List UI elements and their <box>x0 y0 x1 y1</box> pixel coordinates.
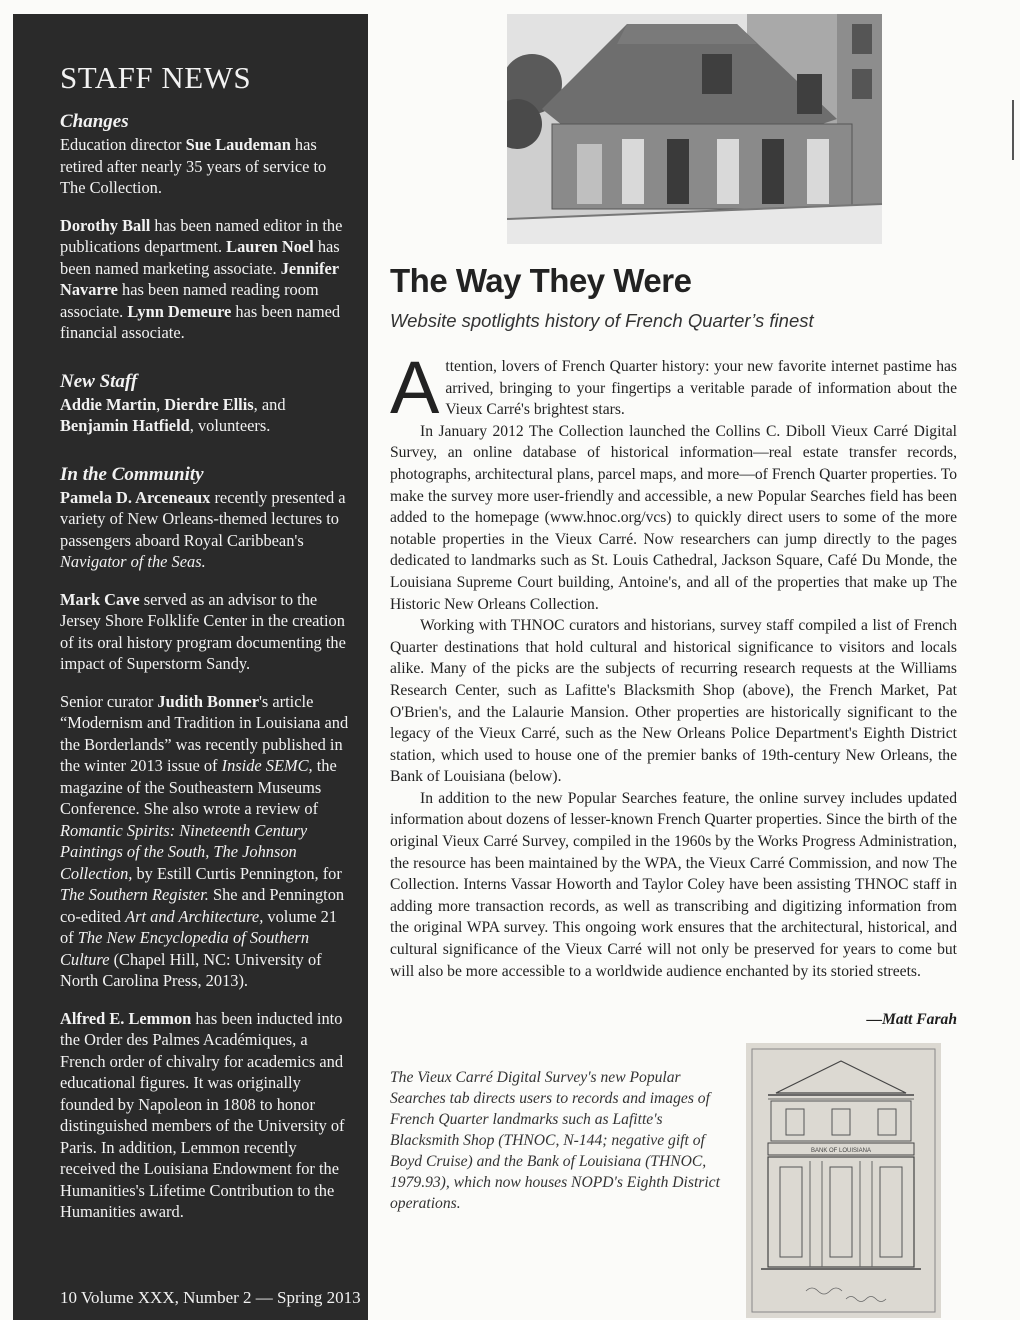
changes-paragraph-2: Dorothy Ball has been named editor in the publications department. Lauren Noel has been named marketing associate. Jennifer Navarre has been named reading room associate. Lynn Demeure has been named financial associate. <box>60 215 343 342</box>
changes-paragraph-1: Education director Sue Laudeman has retired after nearly 35 years of service to The Collection. <box>60 135 327 197</box>
building-photo-image <box>507 14 882 244</box>
staff-news-sidebar <box>13 14 368 1320</box>
community-paragraph-2: Mark Cave served as an advisor to the Jersey Shore Folklife Center in the creation of its oral history program documenting the impact of Superstorm Sandy. <box>60 589 346 673</box>
elevation-drawing-image <box>746 1043 941 1318</box>
community-section <box>60 463 354 1223</box>
article-paragraph-3: Working with THNOC curators and historians, survey staff compiled a list of French Quarter destinations that hold cultural and historical significance to visitors and locals alike. Many of the picks are the subjects of recurring research requests at the Williams Research Center, such as Lafitte's Blacksmith Shop (above), the French Market, Pat O'Brien's, and the Lalaurie Mansion. Other properties are historically significant to the legacy of the Vieux Carré, such as the New Orleans Police Department's Eighth District station, which used to house one of the premier banks of 19th-century New Orleans, the Bank of Louisiana (below). <box>390 617 957 786</box>
drawing-label: BANK OF LOUISIANA <box>810 1148 872 1154</box>
article-paragraph-2: In January 2012 The Collection launched the Collins C. Diboll Vieux Carré Digital Survey, an online database of historical information—real estate transfer records, photographs, architectural plans, parcel maps, and more—of French Quarter properties. To make the survey more user-friendly and accessible, a new Popular Searches field has been added to the homepage (www.hnoc.org/vcs) to quickly direct users to some of the more notable properties in the Vieux Carré. Now researchers can jump directly to the pages dedicated to landmarks such as St. Louis Cathedral, Jackson Square, Café Du Monde, the Louisiana Supreme Court building, Antoine's, and all of the properties that make up The Historic New Orleans Collection. <box>390 422 957 613</box>
article-paragraph-1-text: ttention, lovers of French Quarter history: your new favorite internet pastime has arrived, bringing to your fingertips a veritable parade of information about the Vieux Carré's brightest stars. <box>445 358 957 419</box>
bank-of-louisiana-drawing <box>746 1043 941 1318</box>
scan-edge-mark <box>1012 100 1014 160</box>
article-body <box>390 346 957 982</box>
page-footer: 10 Volume XXX, Number 2 — Spring 2013 <box>60 1288 361 1307</box>
article-paragraph-1 <box>390 346 957 429</box>
new-staff-heading: New Staff <box>60 370 138 392</box>
changes-section <box>60 110 354 344</box>
community-heading: In the Community <box>60 463 204 485</box>
community-paragraph-3: Senior curator Judith Bonner's article “Modernism and Tradition in Louisiana and the Borderlands” was recently published in the winter 2013 issue of Inside SEMC, the magazine of the Southeastern Museums Conference. She also wrote a review of Romantic Spirits: Nineteenth Century Paintings of the South, The Johnson Collection, by Estill Curtis Pennington, for The Southern Register. She and Pennington co-edited Art and Architecture, volume 21 of The New Encyclopedia of Southern Culture (Chapel Hill, NC: University of North Carolina Press, 2013). <box>60 691 349 990</box>
article-paragraph-4: In addition to the new Popular Searches feature, the online survey includes updated information about dozens of lesser-known French Quarter properties. Since the birth of the original Vieux Carré Survey, compiled in the 1960s by the Works Progress Administration, the resource has been maintained by the WPA, the Vieux Carré Commission, and now The Collection. Interns Vassar Howorth and Taylor Coley have been assisting THNOC staff in adding more transaction records, as well as transcribing and digitizing information from the original WPA survey. This ongoing work ensures that the architectural, historical, and cultural significance of the Vieux Carré will not only be preserved for years to come but will also be more accessible to a worldwide audience enchanted by its storied streets. <box>390 789 957 980</box>
new-staff-paragraph: Addie Martin, Dierdre Ellis, and Benjamin Hatfield, volunteers. <box>60 394 286 435</box>
changes-heading: Changes <box>60 111 129 132</box>
article-byline: —Matt Farah <box>866 1011 957 1028</box>
blacksmith-shop-photo <box>507 14 882 244</box>
staff-news-title: STAFF NEWS <box>60 60 252 95</box>
image-caption: The Vieux Carré Digital Survey's new Popular Searches tab directs users to records and images of French Quarter landmarks such as Lafitte's Blacksmith Shop (THNOC, N-144; negative gift of Boyd Cruise) and the Bank of Louisiana (THNOC, 1979.93), which now houses NOPD's Eighth District operations. <box>390 1069 720 1212</box>
drop-cap: A <box>390 346 440 429</box>
community-paragraph-1: Pamela D. Arceneaux recently presented a variety of New Orleans-themed lectures to passengers aboard Royal Caribbean's Navigator of the Seas. <box>60 487 346 571</box>
article-title: The Way They Were <box>390 262 692 299</box>
article-subtitle: Website spotlights history of French Quarter’s finest <box>390 310 814 331</box>
new-staff-section <box>60 370 354 437</box>
community-paragraph-4: Alfred E. Lemmon has been inducted into the Order des Palmes Académiques, a French order of chivalry for academics and educational figures. It was originally founded by Napoleon in 1808 to honor distinguished members of the University of Paris. In addition, Lemmon recently received the Louisiana Endowment for the Humanities's Lifetime Contribution to the Humanities award. <box>60 1008 345 1221</box>
